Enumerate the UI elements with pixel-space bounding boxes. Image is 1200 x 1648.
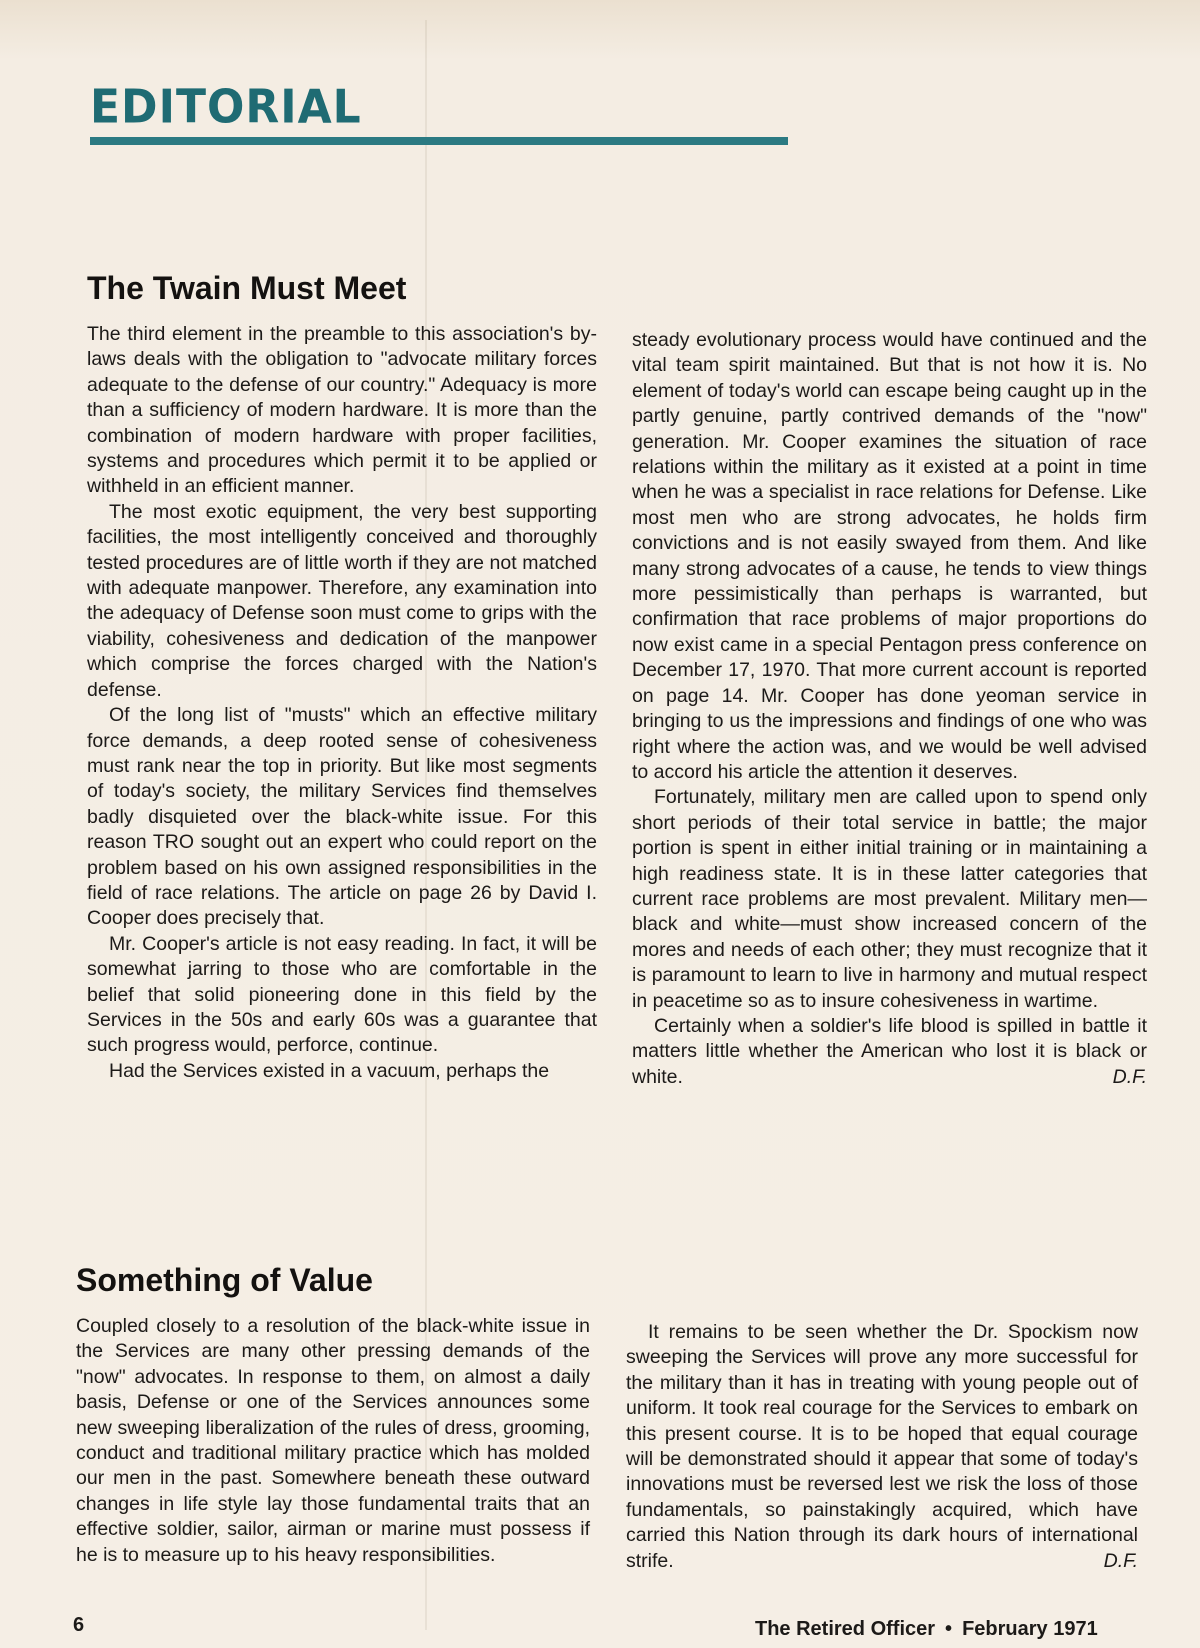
page-number: 6 xyxy=(73,1614,85,1636)
paragraph: It remains to be seen whether the Dr. Spockism now sweeping the Services will prove any more successful for the military than it has in treating with young people out of uniform. It took real courage for the Services to embark on this present course. It is to be hoped that equal courage will be demonstrated should it appear that some of today's innovations must be reversed lest we risk the loss of those fundamentals, so painstakingly acquired, which have carried this Nation through its dark hours of international strife. xyxy=(626,1321,1138,1572)
editorial2-right-column xyxy=(626,1320,1138,1574)
magazine-footer xyxy=(755,1618,1098,1641)
paragraph: Had the Services existed in a vacuum, perhaps the xyxy=(109,1059,550,1082)
editorial1-left-column xyxy=(87,322,597,1084)
paragraph: Coupled closely to a resolution of the black-white issue in the Services are many other pressing demands of the "now" advocates. In response to them, on almost a daily basis, Defense or one of the Services announces some new sweeping liberalization of the rules of dress, grooming, conduct and traditional military practice which has molded our men in the past. Somewhere beneath these outward changes in life style lay those fundamental traits that an effective soldier, sailor, airman or marine must possess if he is to measure up to his heavy responsibilities. xyxy=(76,1315,590,1566)
paragraph: Of the long list of "musts" which an effective military force demands, a deep rooted sense of cohesiveness must rank near the top in priority. But like most segments of today's society, the military Services find themselves badly disquieted over the black-white issue. For this reason TRO sought out an expert who could report on the problem based on his own assigned responsibilities in the field of race relations. The article on page 26 by David I. Cooper does precisely that. xyxy=(87,704,597,930)
magazine-name: The Retired Officer xyxy=(755,1618,936,1640)
paragraph: The most exotic equipment, the very best supporting facilities, the most intelligently conceived and thoroughly tested procedures are of little worth if they are not matched with adequate manpower. Therefore, any examination into the adequacy of Defense soon must come to grips with the viability, cohesiveness and dedication of the manpower which comprise the forces charged with the Nation's defense. xyxy=(87,500,597,701)
paragraph: Certainly when a soldier's life blood is spilled in battle it matters little whether the American who lost it is black or white. xyxy=(632,1014,1147,1088)
section-heading: EDITORIAL xyxy=(90,80,362,135)
paragraph: Fortunately, military men are called upon to spend only short periods of their total service in battle; the major portion is spent in either initial training or in maintaining a high readiness state. It is in these latter categories that current race problems are most prevalent. Military men—black and white—must show increased concern of the mores and needs of each other; they must recognize that it is paramount to learn to live in harmony and mutual respect in peacetime so as to insure cohesiveness in wartime. xyxy=(632,786,1147,1012)
editorial-title-twain: The Twain Must Meet xyxy=(87,270,407,306)
author-initials: D.F. xyxy=(1112,1066,1147,1089)
editorial2-left-column xyxy=(76,1314,590,1568)
paragraph: steady evolutionary process would have continued and the vital team spirit maintained. But that is not how it is. No element of today's world can escape being caught up in the partly genuine, partly contrived demands of the "now" generation. Mr. Cooper examines the situation of race relations within the military as it existed at a point in time when he was a specialist in race relations for Defense. Like most men who are strong advocates, he holds firm convictions and is not easily swayed from them. And like many strong advocates of a cause, he tends to view things more pessimistically than perhaps is warranted, but confirmation that race problems of major proportions do now exist came in a special Pentagon press conference on December 17, 1970. That more current account is reported on page 14. Mr. Cooper has done yeoman service in bringing to us the impressions and findings of one who was right where the action was, and we would be well advised to accord his article the attention it deserves. xyxy=(632,329,1147,783)
author-initials: D.F. xyxy=(1103,1550,1138,1573)
section-rule xyxy=(90,137,788,145)
editorial-title-value: Something of Value xyxy=(76,1262,373,1298)
paragraph: The third element in the preamble to this association's by-laws deals with the obligation to "advocate military forces adequate to the defense of our country." Adequacy is more than a sufficiency of modern hardware. It is more than the combination of modern hardware with proper facilities, systems and procedures which permit it to be applied or withheld in an efficient manner. xyxy=(87,323,597,498)
separator-dot: • xyxy=(945,1618,953,1640)
paragraph: Mr. Cooper's article is not easy reading. In fact, it will be somewhat jarring to those who are comfortable in the belief that solid pioneering done in this field by the Services in the 50s and early 60s was a guarantee that such progress would, perforce, continue. xyxy=(87,932,597,1057)
issue-date: February 1971 xyxy=(962,1618,1098,1640)
editorial1-right-column xyxy=(632,328,1147,1091)
